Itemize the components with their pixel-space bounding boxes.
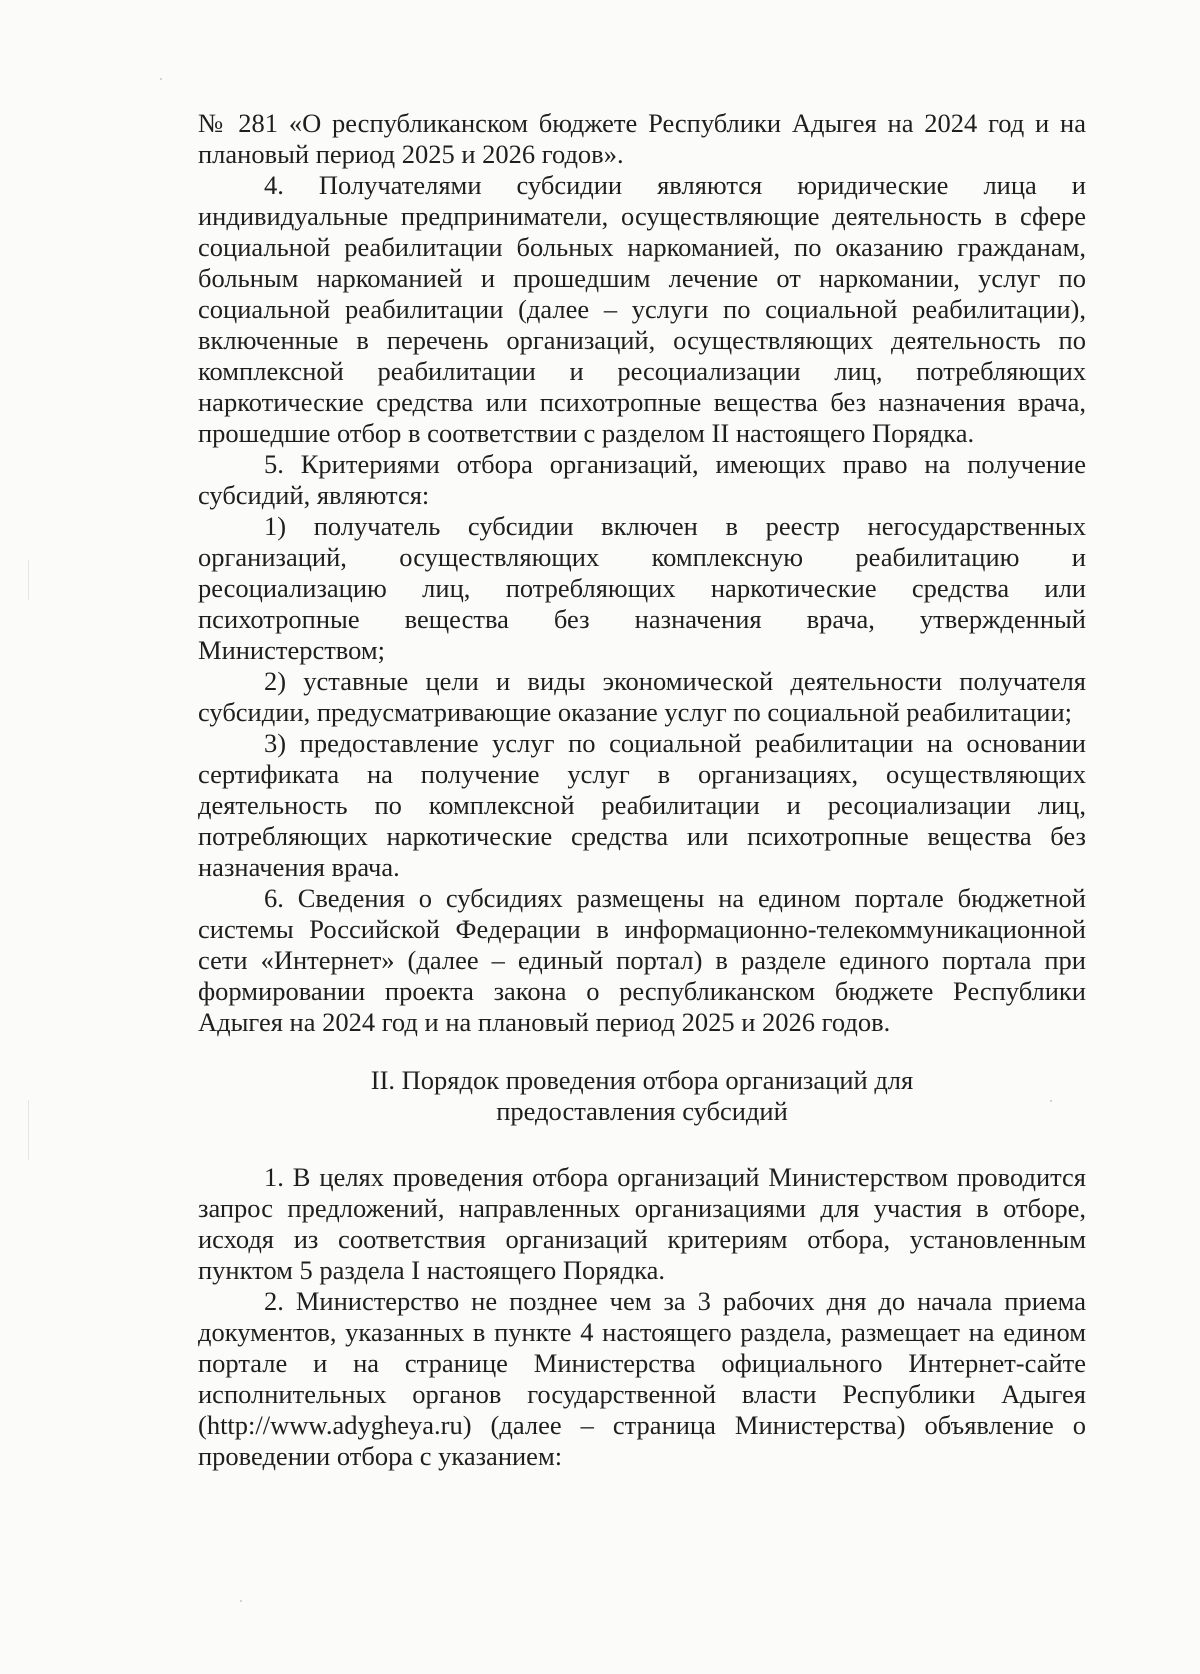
paragraph-criterion-2: 2) уставные цели и виды экономической деятельности получателя субсидии, предусматривающие оказание услуг по социальной реабилитации; [198,666,1086,727]
paragraph-section2-item-1: 1. В целях проведения отбора организаций Министерством проводится запрос предложений, направленных организациями для участия в отборе, исходя из соответствия организаций критериям отбора, установленным пунктом 5 раздела I настоящего Порядка. [198,1162,1086,1285]
scan-speck [160,78,162,80]
section-heading-line-2: предоставления субсидий [496,1096,788,1126]
paragraph-item-5: 5. Критериями отбора организаций, имеющих право на получение субсидий, являются: [198,449,1086,510]
paragraph-item-4: 4. Получателями субсидии являются юридические лица и индивидуальные предприниматели, осуществляющие деятельность в сфере социальной реабилитации больных наркоманией, по оказанию гражданам, больным наркоманией и прошедшим лечение от наркомании, услуг по социальной реабилитации (далее – услуги по социальной реабилитации), включенные в перечень организаций, осуществляющих деятельность по комплексной реабилитации и ресоциализации лиц, потребляющих наркотические средства или психотропные вещества без назначения врача, прошедшие отбор в соответствии с разделом II настоящего Порядка. [198,170,1086,448]
section-heading-line-1: II. Порядок проведения отбора организаций для [370,1065,914,1095]
scan-speck [240,1600,242,1602]
spacer [198,1127,1086,1162]
paragraph-criterion-1: 1) получатель субсидии включен в реестр негосударственных организаций, осуществляющих комплексную реабилитацию и ресоциализацию лиц, потребляющих наркотические средства или психотропные вещества без назначения врача, утвержденный Министерством; [198,511,1086,665]
paragraph-item-6: 6. Сведения о субсидиях размещены на едином портале бюджетной системы Российской Федерации в информационно-телекоммуникационной сети «Интернет» (далее – единый портал) в разделе единого портала при формировании проекта закона о республиканском бюджете Республики Адыгея на 2024 год и на плановый период 2025 и 2026 годов. [198,883,1086,1037]
section-heading [198,1065,1086,1127]
paragraph-criterion-3: 3) предоставление услуг по социальной реабилитации на основании сертификата на получение услуг в организациях, осуществляющих деятельность по комплексной реабилитации и ресоциализации лиц, потребляющих наркотические средства или психотропные вещества без назначения врача. [198,728,1086,882]
paragraph-section2-item-2: 2. Министерство не позднее чем за 3 рабочих дня до начала приема документов, указанных в пункте 4 настоящего раздела, размещает на едином портале и на странице Министерства официального Интернет-сайте исполнительных органов государственной власти Республики Адыгея (http://www.adygheya.ru) (далее – страница Министерства) объявление о проведении отбора с указанием: [198,1286,1086,1471]
scan-artifact-line [28,560,29,600]
scan-artifact-line [28,1100,29,1160]
spacer [198,1038,1086,1065]
paragraph-continuation: № 281 «О республиканском бюджете Республики Адыгея на 2024 год и на плановый период 2025 и 2026 годов». [198,108,1086,169]
document-body [198,108,1086,1472]
